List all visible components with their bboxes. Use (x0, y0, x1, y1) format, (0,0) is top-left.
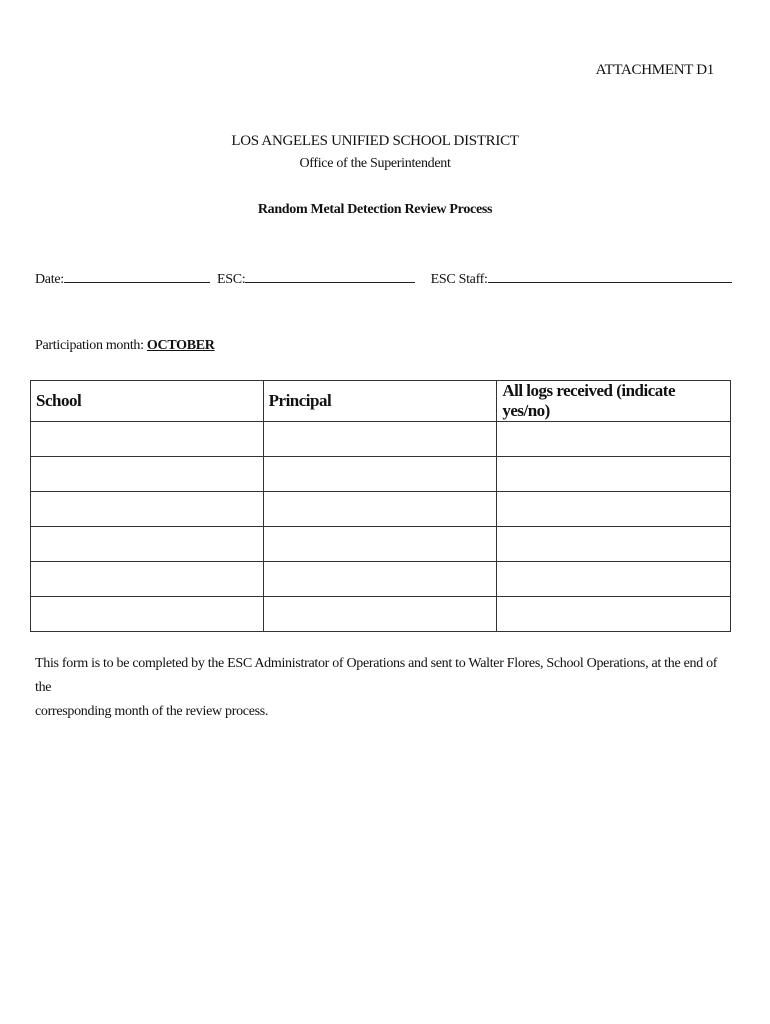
school-cell[interactable] (31, 492, 264, 527)
logs-received-cell[interactable] (497, 597, 731, 632)
logs-received-cell[interactable] (497, 562, 731, 597)
logs-received-cell[interactable] (497, 457, 731, 492)
date-label: Date: (35, 272, 64, 287)
participation-month (35, 338, 215, 354)
principal-cell[interactable] (263, 562, 497, 597)
school-cell[interactable] (31, 422, 264, 457)
esc-staff-label: ESC Staff: (430, 272, 488, 287)
participation-month-value: OCTOBER (146, 338, 215, 353)
instructions-line-1: This form is to be completed by the ESC Administrator of Operations and sent to Walter Flores, School Operations, at the end of the (35, 656, 718, 695)
school-cell[interactable] (31, 562, 264, 597)
form-fields-row (35, 268, 725, 288)
participation-label: Participation month: (35, 338, 144, 353)
column-header-school: School (31, 381, 264, 422)
table-row (31, 562, 731, 597)
instructions-note (35, 652, 725, 724)
school-cell[interactable] (31, 457, 264, 492)
principal-cell[interactable] (263, 492, 497, 527)
table-row (31, 422, 731, 457)
school-cell[interactable] (31, 527, 264, 562)
principal-cell[interactable] (263, 527, 497, 562)
table-row (31, 457, 731, 492)
logs-received-cell[interactable] (497, 527, 731, 562)
table-row (31, 527, 731, 562)
principal-cell[interactable] (263, 597, 497, 632)
logs-received-cell[interactable] (497, 422, 731, 457)
principal-cell[interactable] (263, 422, 497, 457)
date-blank-line[interactable] (64, 268, 210, 283)
esc-staff-field[interactable] (431, 268, 732, 288)
form-title: Random Metal Detection Review Process (257, 202, 493, 217)
review-table (30, 380, 731, 632)
esc-label: ESC: (217, 272, 246, 287)
table-row (31, 597, 731, 632)
date-field[interactable] (35, 268, 210, 288)
attachment-label: ATTACHMENT D1 (595, 62, 714, 78)
esc-field[interactable] (217, 268, 415, 288)
column-header-principal: Principal (263, 381, 497, 422)
esc-blank-line[interactable] (245, 268, 415, 283)
principal-cell[interactable] (263, 457, 497, 492)
esc-staff-blank-line[interactable] (488, 268, 732, 283)
table-header-row (31, 381, 731, 422)
district-name: LOS ANGELES UNIFIED SCHOOL DISTRICT (231, 133, 519, 149)
logs-received-cell[interactable] (497, 492, 731, 527)
table-row (31, 492, 731, 527)
instructions-line-2: corresponding month of the review process. (35, 704, 269, 719)
office-name: Office of the Superintendent (299, 156, 451, 171)
school-cell[interactable] (31, 597, 264, 632)
column-header-logs-received: All logs received (indicate yes/no) (497, 381, 731, 422)
